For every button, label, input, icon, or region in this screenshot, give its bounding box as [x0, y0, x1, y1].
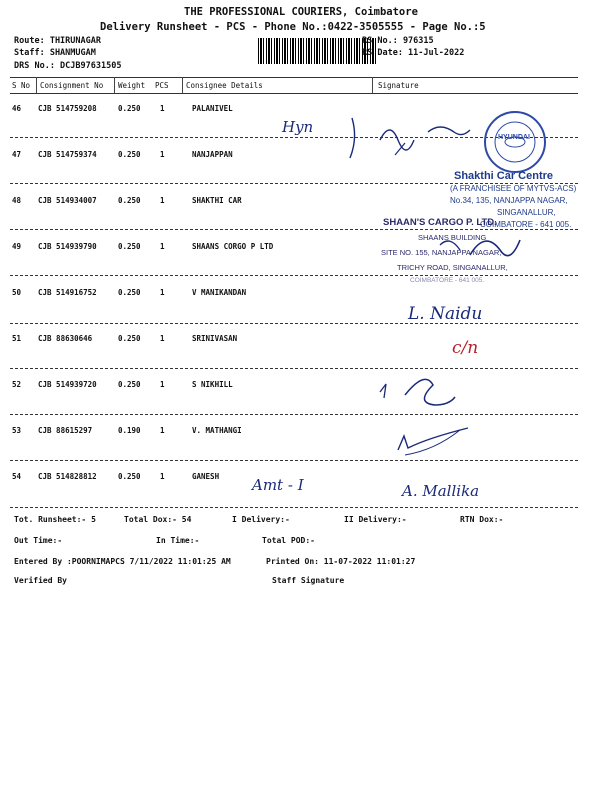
route-label: Route: THIRUNAGAR [14, 36, 101, 46]
consignee-name: GANESH [192, 472, 220, 481]
weight: 0.250 [118, 196, 141, 205]
column-header: Consignee Details [186, 81, 263, 90]
pieces: 1 [160, 104, 165, 113]
signature-scribble [405, 430, 460, 455]
document-subtitle: Delivery Runsheet - PCS - Phone No.:0422-3505555 - Page No.:5 [100, 21, 486, 33]
shaans-stamp-line: TRICHY ROAD, SINGANALLUR, [397, 263, 508, 272]
signature-scribble [350, 118, 355, 158]
serial-number: 54 [12, 472, 22, 481]
shakthi-stamp-title: Shakthi Car Centre [454, 170, 554, 182]
signature-scribble [405, 379, 455, 405]
printed-on: Printed On: 11-07-2022 11:01:27 [266, 557, 416, 566]
total-dox: Total Dox:- 54 [124, 515, 192, 524]
serial-number: 50 [12, 288, 22, 297]
pieces: 1 [160, 196, 165, 205]
hyundai-seal-icon [485, 112, 545, 172]
total-runsheet: Tot. Runsheet:- 5 [14, 515, 96, 524]
column-header: S No [12, 81, 31, 90]
shakthi-stamp-line: No.34, 135, NANJAPPA NAGAR, [450, 196, 568, 205]
document-title: THE PROFESSIONAL COURIERS, Coimbatore [184, 6, 418, 18]
consignment-number: CJB 514916752 [38, 288, 97, 297]
serial-number: 49 [12, 242, 22, 251]
shaans-stamp-line: SITE NO. 155, NANJAPPA NAGAR, [381, 248, 502, 257]
consignee-name: SHAANS CORGO P LTD [192, 242, 274, 251]
weight: 0.250 [118, 104, 141, 113]
pieces: 1 [160, 334, 165, 343]
shaans-stamp-title: SHAAN'S CARGO P. LTD. [383, 217, 497, 228]
serial-number: 46 [12, 104, 22, 113]
verified-by: Verified By [14, 576, 67, 585]
signature-scribble [428, 127, 470, 135]
pieces: 1 [160, 380, 165, 389]
column-header: Weight [118, 81, 146, 90]
rs-date: RS Date: 11-Jul-2022 [362, 48, 465, 58]
consignment-number: CJB 514759208 [38, 104, 97, 113]
hyundai-seal-inner-icon [495, 122, 535, 162]
serial-number: 52 [12, 380, 22, 389]
staff-label: Staff: SHANMUGAM [14, 48, 96, 58]
staff-signature: Staff Signature [272, 576, 345, 585]
column-header: Consignment No [40, 81, 104, 90]
out-time: Out Time:- [14, 536, 63, 545]
serial-number: 48 [12, 196, 22, 205]
weight: 0.250 [118, 150, 141, 159]
serial-number: 51 [12, 334, 22, 343]
first-delivery: I Delivery:- [232, 515, 290, 524]
shaans-stamp-line: SHAANS BUILDING [418, 233, 487, 242]
shakthi-stamp-line: COIMBATORE - 641 005. [480, 220, 572, 229]
consignment-number: CJB 514828812 [38, 472, 97, 481]
consignee-name: PALANIVEL [192, 104, 233, 113]
hyundai-ring-text: HYUNDAI [498, 134, 530, 141]
weight: 0.190 [118, 426, 141, 435]
weight: 0.250 [118, 242, 141, 251]
consignment-number: CJB 88615297 [38, 426, 93, 435]
consignment-number: CJB 514759374 [38, 150, 97, 159]
rs-number: RS No.: 976315 [362, 36, 434, 46]
consignee-name: S NIKHILL [192, 380, 233, 389]
signature-scribble [380, 384, 386, 398]
consignment-number: CJB 88630646 [38, 334, 93, 343]
shakthi-stamp-line: SINGANALLUR, [497, 208, 556, 217]
serial-number: 47 [12, 150, 22, 159]
handwritten-signature: A. Mallika [402, 482, 480, 500]
handwritten-note: Hyn [282, 118, 314, 136]
pieces: 1 [160, 426, 165, 435]
drs-number: DRS No.: DCJB97631505 [14, 61, 122, 71]
consignee-name: V MANIKANDAN [192, 288, 247, 297]
consignment-number: CJB 514934007 [38, 196, 97, 205]
shaans-stamp-line: COIMBATORE - 641 005. [410, 277, 485, 284]
consignment-number: CJB 514939790 [38, 242, 97, 251]
weight: 0.250 [118, 288, 141, 297]
pieces: 1 [160, 242, 165, 251]
total-pod: Total POD:- [262, 536, 315, 545]
weight: 0.250 [118, 380, 141, 389]
consignee-name: SRINIVASAN [192, 334, 238, 343]
column-header: PCS [155, 81, 169, 90]
column-header: Signature [378, 81, 419, 90]
entered-by: Entered By :POORNIMAPCS 7/11/2022 11:01:25 AM [14, 557, 231, 566]
weight: 0.250 [118, 472, 141, 481]
pieces: 1 [160, 288, 165, 297]
weight: 0.250 [118, 334, 141, 343]
signature-scribble [380, 130, 414, 150]
consignment-number: CJB 514939720 [38, 380, 97, 389]
consignee-name: SHAKTHI CAR [192, 196, 242, 205]
pieces: 1 [160, 472, 165, 481]
in-time: In Time:- [156, 536, 200, 545]
handwritten-signature: L. Naidu [408, 304, 483, 324]
serial-number: 53 [12, 426, 22, 435]
consignee-name: NANJAPPAN [192, 150, 233, 159]
second-delivery: II Delivery:- [344, 515, 407, 524]
shakthi-stamp-line: (A FRANCHISEE OF MYTVS-ACS) [450, 184, 577, 193]
handwritten-note: Amt - I [252, 476, 304, 494]
consignee-name: V. MATHANGI [192, 426, 242, 435]
return-dox: RTN Dox:- [460, 515, 504, 524]
handwritten-note: c/n [452, 338, 479, 358]
pieces: 1 [160, 150, 165, 159]
